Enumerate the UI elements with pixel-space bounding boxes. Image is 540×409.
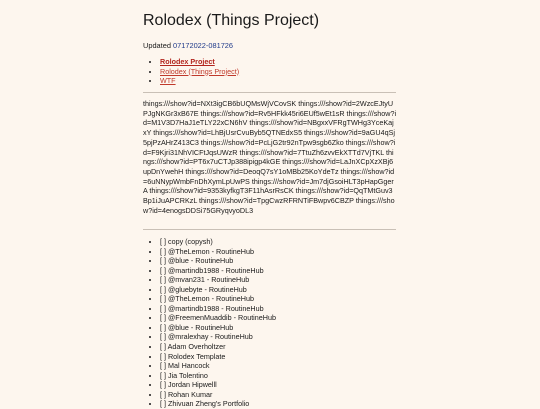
list-item: • [ ] @martindb1988 - RoutineHub (160, 266, 276, 276)
list-item: • [ ] @mvan231 - RoutineHub (160, 275, 276, 285)
list-item: • [ ] @martindb1988 - RoutineHub (160, 304, 276, 314)
updated-timestamp: 07172022-081726 (173, 41, 234, 50)
list-item: • [ ] @TheLemon - RoutineHub (160, 247, 276, 257)
list-item: • [ ] Rolodex Template (160, 352, 276, 362)
link-wtf[interactable]: WTF (160, 76, 176, 85)
list-item: • [ ] Mal Hancock (160, 361, 276, 371)
link-rolodex-things-project[interactable]: Rolodex (Things Project) (160, 66, 240, 76)
list-item: • [ ] @FreemenMuaddib - RoutineHub (160, 313, 276, 323)
list-item: • [ ] @blue - RoutineHub (160, 256, 276, 266)
link-rolodex-project[interactable]: Rolodex Project (160, 57, 215, 66)
list-item: • [ ] @gluebyte - RoutineHub (160, 285, 276, 295)
divider (143, 92, 396, 93)
things-links-text: things:///show?id=NXt3igCB6bUQMsWjVCovSK things:///show?id=2WzcEJtyUPJgNKGr3xB67E things:///show?id=Rv5HFkk45ri6EUf5wEt1sR things:///show?id=M1V3D7HaJ1eTLY22xCN6hV things:///show?id=NBgxxVFRgTWHg3YceKajxY things:///show?id=LhBjUsrCvuByb5QTNEdxS5 things:///show?id=9aGU4qSj5pjPzAHrZ413C3 things:///show?id=PcLjG2tr92nTpw9sgb6Zko things:///show?id=F9Kjri31NhVICFtJqsUWzR things:///show?id=7TtuZh6zvvEkXTTd7VjTKL things:///show?id=PT6x7uCTJp388ipigp4kGE things:///show?id=LaJnXCpXzXBj6upDnYwehH things:///show?id=DeoqQ7sY1oMBb25KoYdeTz things:///show?id=6uNNypWmbFnDhXymLpUwPS things:///show?id=Jm7djGsoiHLT3pHapGgerA things:///show?id=9353kyfkgT3F11hAsrRsCK things:///show?id=QqTMtGuv3Bp1iJuAPCRKzL things:///show?id=TpgCwzRFRNTiFBwpv6CBZP things:///show?id=4enogsDDSi75GRyqvyoDL3 (143, 99, 397, 215)
list-item: • [ ] Jordan Hipwelll (160, 380, 276, 390)
nav-link-item (160, 76, 239, 86)
updated-line (143, 41, 233, 50)
list-item: • [ ] copy (copysh) (160, 237, 276, 247)
divider (143, 229, 396, 230)
checklist (143, 237, 276, 409)
list-item: • [ ] Adam Overholtzer (160, 342, 276, 352)
nav-links (143, 57, 239, 86)
list-item: • [ ] Jia Tolentino (160, 371, 276, 381)
nav-link-item (160, 57, 239, 67)
updated-label: Updated (143, 41, 171, 50)
list-item: • [ ] Zhivuan Zheng's Portfolio (160, 399, 276, 409)
list-item: • [ ] @blue - RoutineHub (160, 323, 276, 333)
list-item: • [ ] @mralexhay - RoutineHub (160, 332, 276, 342)
page-title: Rolodex (Things Project) (143, 12, 320, 29)
list-item: • [ ] @TheLemon - RoutineHub (160, 294, 276, 304)
nav-link-item (160, 67, 239, 77)
list-item: • [ ] Rohan Kumar (160, 390, 276, 400)
